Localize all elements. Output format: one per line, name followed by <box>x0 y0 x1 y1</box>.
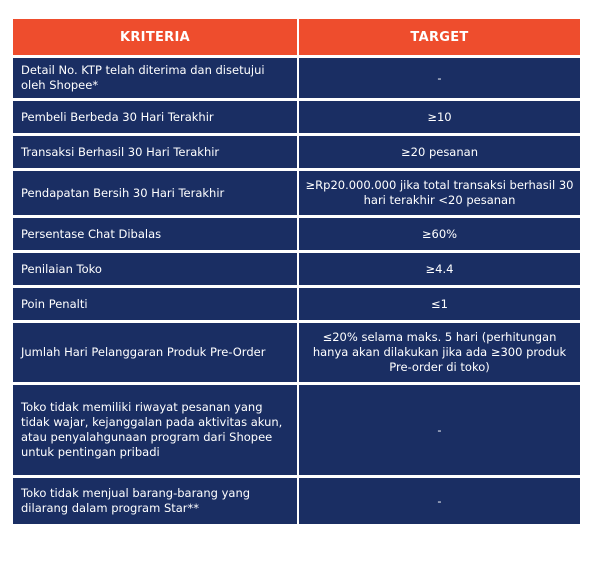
header-target: TARGET <box>299 19 580 55</box>
table-row <box>13 58 580 98</box>
kriteria-cell: Jumlah Hari Pelanggaran Produk Pre-Order <box>13 323 297 382</box>
target-cell: - <box>299 478 580 524</box>
header-kriteria: KRITERIA <box>13 19 297 55</box>
target-cell: ≤1 <box>299 288 580 320</box>
target-cell: ≥10 <box>299 101 580 133</box>
table-row <box>13 478 580 524</box>
table-row <box>13 323 580 382</box>
kriteria-cell: Persentase Chat Dibalas <box>13 218 297 250</box>
target-cell: - <box>299 385 580 475</box>
kriteria-cell: Pendapatan Bersih 30 Hari Terakhir <box>13 171 297 215</box>
table-row <box>13 218 580 250</box>
kriteria-cell: Poin Penalti <box>13 288 297 320</box>
table-row <box>13 101 580 133</box>
target-cell: ≤20% selama maks. 5 hari (perhitungan hanya akan dilakukan jika ada ≥300 produk Pre-order di toko) <box>299 323 580 382</box>
table-row <box>13 288 580 320</box>
kriteria-cell: Detail No. KTP telah diterima dan disetujui oleh Shopee* <box>13 58 297 98</box>
table-header-row <box>13 19 580 55</box>
table-row <box>13 136 580 168</box>
table-row <box>13 253 580 285</box>
kriteria-cell: Penilaian Toko <box>13 253 297 285</box>
target-cell: - <box>299 58 580 98</box>
kriteria-cell: Toko tidak menjual barang-barang yang dilarang dalam program Star** <box>13 478 297 524</box>
target-cell: ≥20 pesanan <box>299 136 580 168</box>
table-row <box>13 385 580 475</box>
table-row <box>13 171 580 215</box>
kriteria-cell: Transaksi Berhasil 30 Hari Terakhir <box>13 136 297 168</box>
kriteria-cell: Pembeli Berbeda 30 Hari Terakhir <box>13 101 297 133</box>
criteria-table <box>13 19 580 527</box>
target-cell: ≥4.4 <box>299 253 580 285</box>
target-cell: ≥Rp20.000.000 jika total transaksi berhasil 30 hari terakhir <20 pesanan <box>299 171 580 215</box>
target-cell: ≥60% <box>299 218 580 250</box>
kriteria-cell: Toko tidak memiliki riwayat pesanan yang tidak wajar, kejanggalan pada aktivitas akun, atau penyalahgunaan program dari Shopee untuk pentingan pribadi <box>13 385 297 475</box>
